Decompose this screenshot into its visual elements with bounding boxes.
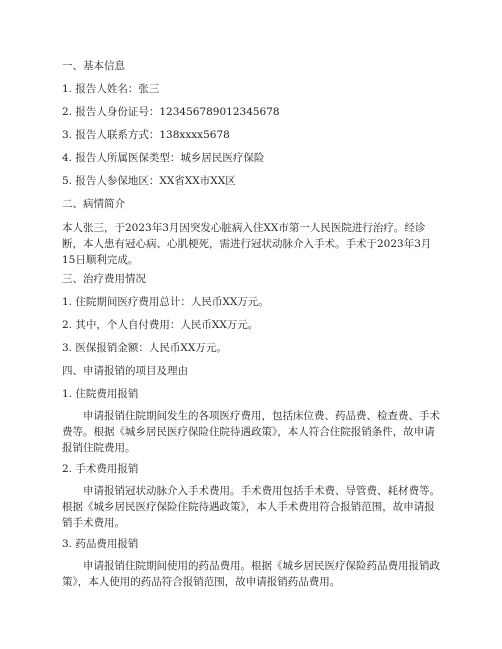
paragraph-condition: 本人张三，于2023年3月因突发心脏病入住XX市第一人民医院进行治疗。经诊断，本人患有冠心病、心肌梗死，需进行冠状动脉介入手术。手术于2023年3月15日顺利完成。 [62, 222, 432, 266]
subheading-medicine: 3. 药品费用报销 [62, 538, 139, 550]
paragraph-hospitalization: 申请报销住院期间发生的各项医疗费用，包括床位费、药品费、检查费、手术费等。根据《城乡居民医疗保险住院待遇政策》，本人符合住院报销条件，故申请报销住院费用。 [62, 410, 440, 454]
paragraph-surgery: 申请报销冠状动脉介入手术费用。手术费用包括手术费、导管费、耗材费等。根据《城乡居民医疗保险住院待遇政策》，本人手术费用符合报销范围，故申请报销手术费用。 [62, 485, 440, 529]
section-heading-condition: 二、病情简介 [62, 198, 125, 210]
paragraph-medicine: 申请报销住院期间使用的药品费用。根据《城乡居民医疗保险药品费用报销政策》，本人使用的药品符合报销范围，故申请报销药品费用。 [62, 560, 440, 588]
list-item-id-number: 2. 报告人身份证号：123456789012345678 [62, 106, 280, 118]
section-heading-basic-info: 一、基本信息 [62, 60, 125, 72]
subheading-hospitalization: 1. 住院费用报销 [62, 388, 139, 400]
section-heading-costs: 三、治疗费用情况 [62, 273, 146, 285]
section-heading-reimbursement: 四、申请报销的项目及理由 [62, 365, 188, 377]
list-item-self-pay: 2. 其中，个人自付费用：人民币XX万元。 [62, 319, 259, 331]
list-item-insured-region: 5. 报告人参保地区：XX省XX市XX区 [62, 175, 236, 187]
list-item-total-cost: 1. 住院期间医疗费用总计：人民币XX万元。 [62, 296, 269, 308]
subheading-surgery: 2. 手术费用报销 [62, 463, 139, 475]
list-item-contact: 3. 报告人联系方式：138xxxx5678 [62, 129, 230, 141]
list-item-insurance-type: 4. 报告人所属医保类型：城乡居民医疗保险 [62, 152, 265, 164]
list-item-reimbursed: 3. 医保报销金额：人民币XX万元。 [62, 342, 227, 354]
list-item-name: 1. 报告人姓名：张三 [62, 83, 160, 95]
